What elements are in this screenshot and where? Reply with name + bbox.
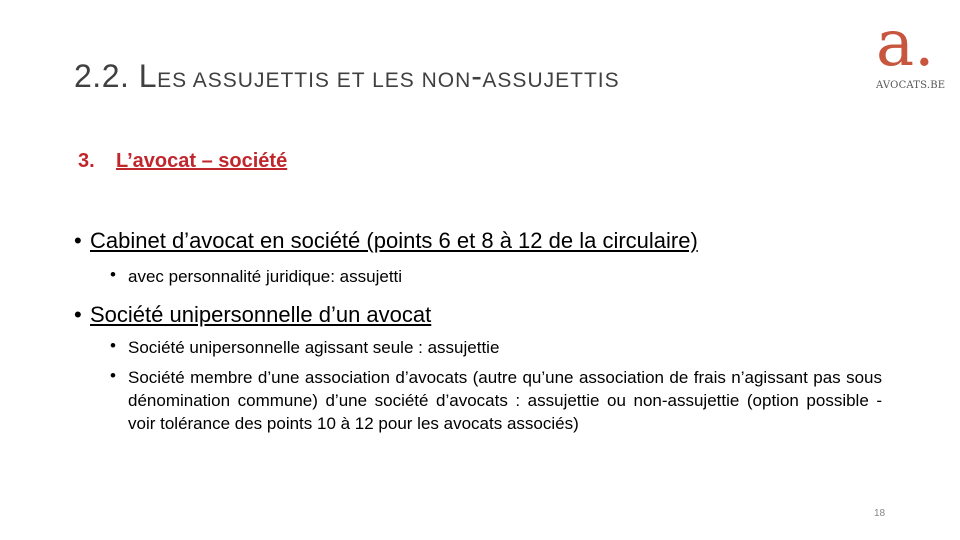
logo-mark: a. xyxy=(876,7,935,81)
bullet-2-sub-1-text: Société unipersonnelle agissant seule : assujettie xyxy=(128,338,500,357)
title-initial: L xyxy=(138,58,158,94)
bullet-1 xyxy=(74,228,698,254)
bullet-2-sub-2 xyxy=(110,366,882,435)
bullet-1-text: Cabinet d’avocat en société (points 6 et 8 à 12 de la circulaire) xyxy=(90,228,698,253)
sub-bullet-dot: • xyxy=(110,336,116,355)
title-number: 2.2. xyxy=(74,58,130,94)
section-label: L’avocat – société xyxy=(116,150,288,172)
bullet-1-sub-1-text: avec personnalité juridique: assujetti xyxy=(128,267,403,286)
title-part-2: ASSUJETTIS xyxy=(482,69,620,92)
page-number: 18 xyxy=(874,508,886,519)
slide-title xyxy=(74,58,620,95)
bullet-dot: • xyxy=(74,228,82,253)
sub-bullet-dot: • xyxy=(110,366,116,385)
logo-text: AVOCATS.BE xyxy=(876,80,946,91)
bullet-dot: • xyxy=(74,302,82,327)
bullet-2-sub-2-text: Société membre d’une association d’avocats (autre qu’une association de frais n’agissant pas sous dénomination commune) d’une société d’avocats : assujettie ou non-assujettie (option possible - voir tolérance des points 10 à 12 pour les avocats associés) xyxy=(128,368,882,433)
bullet-2-sub-1 xyxy=(110,336,882,359)
sub-bullet-dot: • xyxy=(110,265,116,284)
section-number: 3. xyxy=(78,150,95,172)
section-heading xyxy=(78,150,287,173)
bullet-1-sub-1 xyxy=(110,265,530,288)
bullet-2-text: Société unipersonnelle d’un avocat xyxy=(90,302,432,327)
bullet-2 xyxy=(74,302,431,328)
avocats-logo xyxy=(872,7,948,96)
title-part-1: ES ASSUJETTIS ET LES NON xyxy=(157,69,472,92)
title-dash: - xyxy=(471,58,483,94)
